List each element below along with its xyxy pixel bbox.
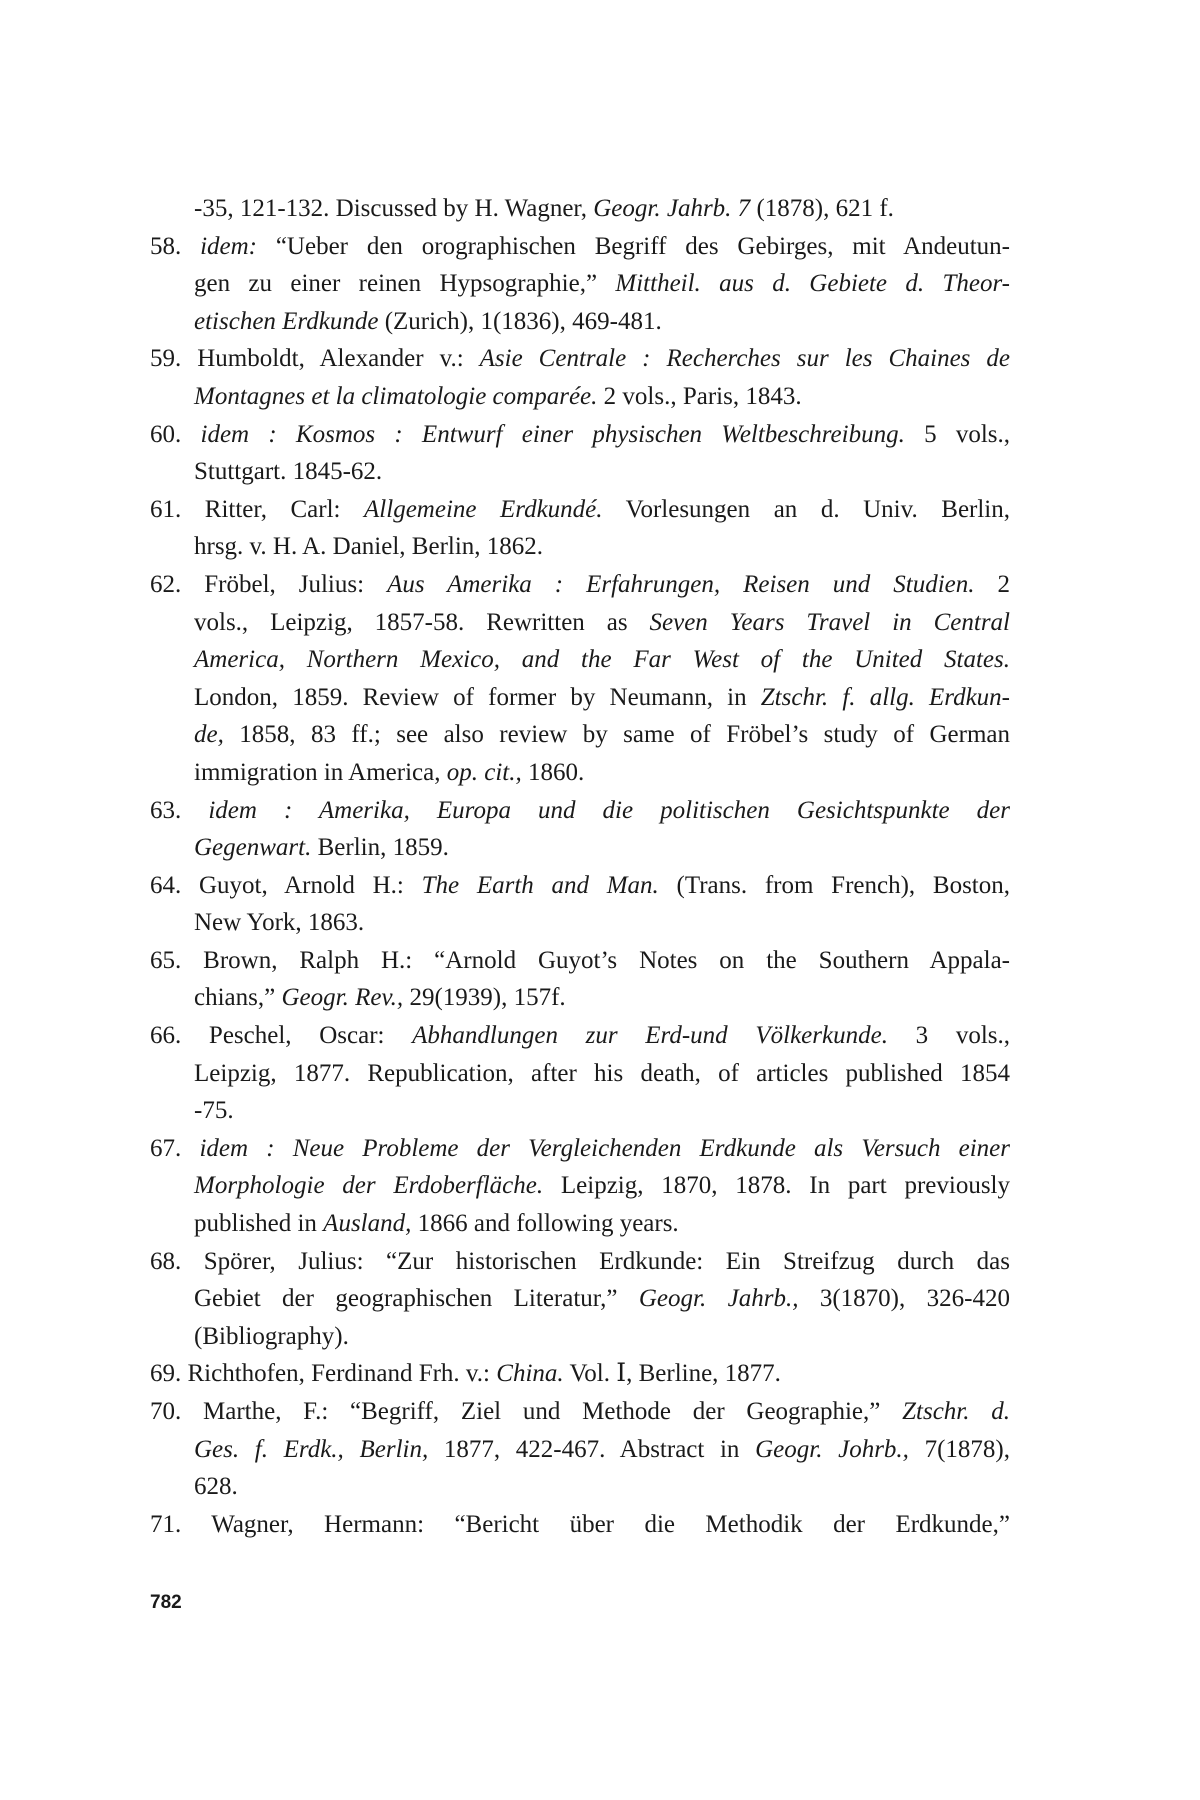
reference-line: Morphologie der Erdoberfläche. Leipzig, 1870, 1878. In part previously	[194, 1172, 1010, 1200]
reference-line: -35, 121-132. Discussed by H. Wagner, Geogr. Jahrb. 7 (1878), 621 f.	[194, 195, 894, 222]
reference-line: hrsg. v. H. A. Daniel, Berlin, 1862.	[194, 533, 544, 561]
reference-line: 58. idem: “Ueber den orographischen Begriff des Gebirges, mit Andeutun-	[150, 232, 1010, 260]
reference-line: 71. Wagner, Hermann: “Bericht über die Methodik der Erdkunde,”	[150, 1510, 1010, 1538]
reference-line: 68. Spörer, Julius: “Zur historischen Erdkunde: Ein Streifzug durch das	[150, 1247, 1010, 1275]
reference-line: Leipzig, 1877. Republication, after his death, of articles published 1854	[194, 1059, 1010, 1087]
reference-line: 62. Fröbel, Julius: Aus Amerika : Erfahrungen, Reisen und Studien. 2	[150, 570, 1010, 598]
reference-line: 60. idem : Kosmos : Entwurf einer physischen Weltbeschreibung. 5 vols.,	[150, 420, 1010, 448]
reference-line: London, 1859. Review of former by Neumann, in Ztschr. f. allg. Erdkun-	[194, 683, 1010, 711]
reference-line: Gegenwart. Berlin, 1859.	[194, 834, 449, 862]
reference-line: -75.	[194, 1097, 234, 1125]
reference-line: (Bibliography).	[194, 1322, 349, 1350]
reference-line: Stuttgart. 1845-62.	[194, 458, 383, 486]
reference-line: 61. Ritter, Carl: Allgemeine Erdkundé. Vorlesungen an d. Univ. Berlin,	[150, 495, 1010, 523]
reference-line: 64. Guyot, Arnold H.: The Earth and Man. (Trans. from French), Boston,	[150, 871, 1010, 899]
reference-line: 67. idem : Neue Probleme der Vergleichenden Erdkunde als Versuch einer	[150, 1134, 1010, 1162]
reference-line: 69. Richthofen, Ferdinand Frh. v.: China. Vol. Ⅰ, Berline, 1877.	[150, 1360, 781, 1388]
reference-line: etischen Erdkunde (Zurich), 1(1836), 469-481.	[194, 307, 662, 335]
reference-line: 66. Peschel, Oscar: Abhandlungen zur Erd-und Völkerkunde. 3 vols.,	[150, 1022, 1010, 1050]
reference-line: Gebiet der geographischen Literatur,” Geogr. Jahrb., 3(1870), 326-420	[194, 1285, 1010, 1313]
reference-line: 63. idem : Amerika, Europa und die politischen Gesichtspunkte der	[150, 796, 1010, 824]
reference-line: 628.	[194, 1473, 238, 1501]
reference-line: 65. Brown, Ralph H.: “Arnold Guyot’s Notes on the Southern Appala-	[150, 946, 1010, 974]
reference-list	[150, 190, 1010, 1543]
reference-line: America, Northern Mexico, and the Far West of the United States.	[194, 646, 1010, 674]
reference-line: immigration in America, op. cit., 1860.	[194, 758, 585, 786]
reference-line: vols., Leipzig, 1857-58. Rewritten as Seven Years Travel in Central	[194, 608, 1010, 636]
reference-line: 70. Marthe, F.: “Begriff, Ziel und Methode der Geographie,” Ztschr. d.	[150, 1398, 1010, 1425]
reference-line: 59. Humboldt, Alexander v.: Asie Centrale : Recherches sur les Chaines de	[150, 345, 1010, 373]
reference-line: chians,” Geogr. Rev., 29(1939), 157f.	[194, 984, 566, 1012]
reference-line: New York, 1863.	[194, 909, 365, 937]
reference-line: Ges. f. Erdk., Berlin, 1877, 422-467. Abstract in Geogr. Johrb., 7(1878),	[194, 1435, 1010, 1463]
reference-line: de, 1858, 83 ff.; see also review by same of Fröbel’s study of German	[194, 721, 1010, 749]
page-number: 782	[150, 1592, 182, 1613]
reference-line: Montagnes et la climatologie comparée. 2 vols., Paris, 1843.	[194, 382, 802, 410]
reference-line: published in Ausland, 1866 and following years.	[194, 1210, 679, 1238]
reference-line: gen zu einer reinen Hypsographie,” Mittheil. aus d. Gebiete d. Theor-	[194, 270, 1010, 298]
